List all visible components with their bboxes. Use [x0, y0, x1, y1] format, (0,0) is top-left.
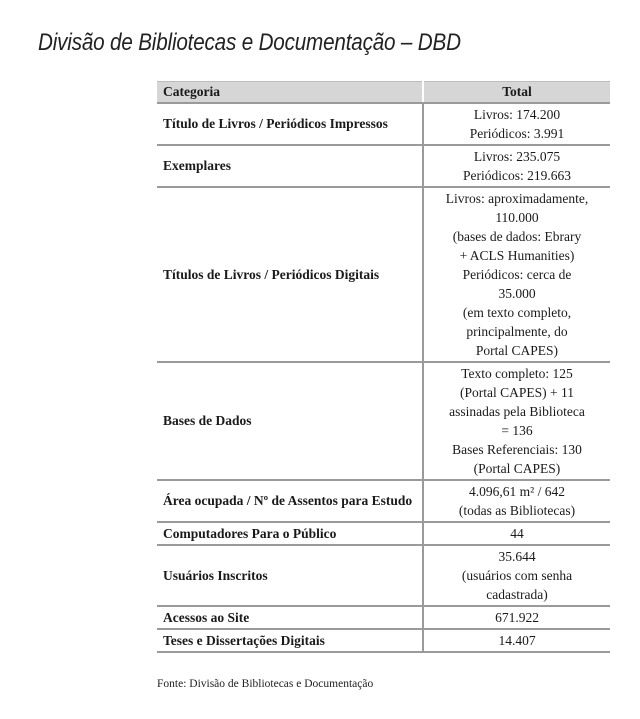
category-label: Título de Livros / Periódicos Impressos [163, 116, 388, 131]
total-line: (em texto completo, [462, 305, 572, 320]
category-cell [157, 629, 423, 652]
total-line: principalmente, do [466, 324, 568, 339]
total-cell [423, 522, 610, 545]
total-cell [423, 145, 610, 187]
category-label: Títulos de Livros / Periódicos Digitais [163, 266, 380, 282]
statistics-table [157, 81, 610, 653]
category-cell [157, 103, 423, 145]
total-line: 4.096,61 m² / 642 [469, 484, 565, 499]
total-cell [423, 545, 610, 606]
table-row [157, 545, 610, 606]
total-line: Bases Referenciais: 130 [452, 442, 582, 457]
table-row [157, 187, 610, 362]
category-label: Acessos ao Site [163, 609, 250, 625]
header-categoria: Categoria [157, 82, 423, 104]
total-line: (bases de dados: Ebrary [452, 229, 582, 244]
table-row [157, 103, 610, 145]
total-line: (Portal CAPES) [473, 461, 561, 476]
total-line: Portal CAPES) [475, 343, 559, 358]
category-label: Área ocupada / Nº de Assentos para Estudo [163, 493, 413, 508]
total-line: Periódicos: cerca de [462, 267, 572, 282]
source-note: Fonte: Divisão de Bibliotecas e Documentação [157, 678, 374, 690]
header-total: Total [423, 82, 610, 104]
total-line: Periódicos: 219.663 [463, 168, 571, 183]
table-row [157, 362, 610, 480]
total-line: (Portal CAPES) + 11 [460, 385, 574, 400]
total-line: 110.000 [495, 210, 539, 225]
table-row [157, 606, 610, 629]
total-line: 14.407 [498, 633, 536, 648]
total-line: (todas as Bibliotecas) [458, 503, 576, 518]
total-cell [423, 629, 610, 652]
category-label: Usuários Inscritos [163, 567, 268, 583]
total-cell [423, 480, 610, 522]
total-line: 35.000 [498, 286, 536, 301]
total-line: Texto completo: 125 [461, 366, 573, 381]
total-line: assinadas pela Biblioteca [449, 404, 585, 419]
total-cell [423, 103, 610, 145]
total-cell [423, 187, 610, 362]
table-row [157, 480, 610, 522]
total-line: Livros: aproximadamente, [445, 191, 589, 206]
total-line: 44 [510, 526, 524, 541]
total-cell [423, 606, 610, 629]
total-line: Livros: 235.075 [473, 149, 561, 164]
total-line: Livros: 174.200 [473, 107, 561, 122]
total-line: Periódicos: 3.991 [469, 126, 565, 141]
category-cell [157, 362, 423, 480]
category-cell [157, 145, 423, 187]
table-row [157, 522, 610, 545]
table-row [157, 145, 610, 187]
total-cell [423, 362, 610, 480]
category-label: Teses e Dissertações Digitais [163, 632, 325, 648]
total-line: cadastrada) [486, 587, 548, 602]
category-label: Exemplares [163, 158, 231, 173]
table-row [157, 629, 610, 652]
category-label: Bases de Dados [163, 413, 252, 428]
total-line: (usuários com senha [461, 568, 573, 583]
category-label: Computadores Para o Público [163, 525, 337, 541]
category-cell [157, 522, 423, 545]
document-title: Divisão de Bibliotecas e Documentação – DBD [38, 29, 461, 56]
category-cell [157, 187, 423, 362]
table-body [157, 103, 610, 652]
category-cell [157, 606, 423, 629]
table-header-row [157, 82, 610, 104]
total-line: 35.644 [498, 549, 536, 564]
category-cell [157, 545, 423, 606]
total-line: 671.922 [495, 610, 539, 625]
category-cell [157, 480, 423, 522]
total-line: = 136 [501, 423, 533, 438]
total-line: + ACLS Humanities) [459, 248, 575, 263]
